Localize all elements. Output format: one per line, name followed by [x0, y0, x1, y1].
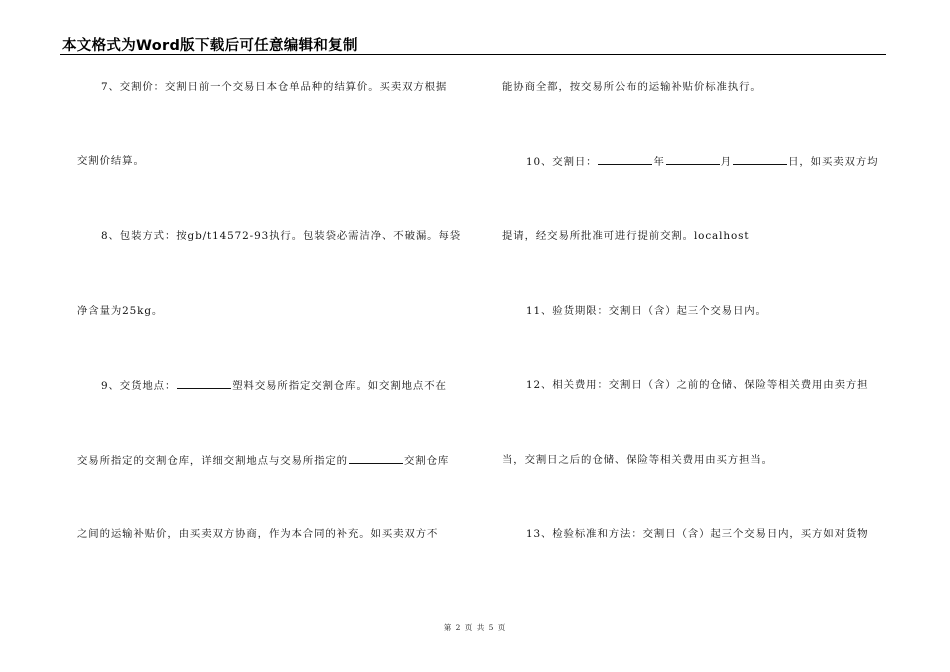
day-blank — [733, 154, 787, 165]
page-number: 第 2 页 共 5 页 — [443, 623, 507, 632]
year-label: 年 — [653, 156, 665, 168]
clause-9-line-1 — [101, 378, 447, 393]
clause-13-line-1: 13、检验标准和方法：交割日（含）起三个交易日内，买方如对货物 — [526, 528, 869, 540]
clause-9-line-2 — [77, 453, 449, 468]
clause-9-text-3: 交割仓库 — [403, 455, 450, 467]
clause-9-label: 9、交货地点： — [101, 380, 177, 392]
clause-11-line: 11、验货期限：交割日（含）起三个交易日内。 — [526, 305, 767, 317]
month-blank — [666, 154, 720, 165]
delivery-location-blank — [177, 378, 231, 389]
clause-10-line-2: 提请，经交易所批准可进行提前交割。localhost — [502, 230, 750, 242]
clause-10-text: 日，如买卖双方均 — [788, 156, 879, 168]
clause-7-line-1: 7、交割价：交割日前一个交易日本仓单品种的结算价。买卖双方根据 — [101, 81, 448, 93]
clause-9-continuation: 能协商全都，按交易所公布的运输补贴价标准执行。 — [502, 81, 762, 93]
clause-12-line-2: 当，交割日之后的仓储、保险等相关费用由买方担当。 — [502, 454, 773, 466]
clause-7-line-2: 交割价结算。 — [77, 155, 145, 167]
clause-8-line-2 — [77, 304, 163, 318]
month-label: 月 — [720, 156, 733, 168]
warehouse-blank — [349, 453, 403, 464]
clause-9-text-2: 交易所指定的交割仓库，详细交割地点与交易所指定的 — [77, 455, 348, 467]
clause-9-text: 塑料交易所指定交割仓库。如交割地点不在 — [232, 380, 447, 392]
clause-10-line-1 — [526, 154, 878, 169]
clause-8-line-1: 8、包装方式：按gb/t14572-93执行。包装袋必需洁净、不破漏。每袋 — [101, 230, 462, 242]
clause-10-label: 10、交割日： — [526, 156, 598, 168]
clause-12-line-1: 12、相关费用：交割日（含）之前的仓储、保险等相关费用由卖方担 — [526, 379, 869, 391]
clause-8-text: 净含量为25kg。 — [77, 305, 164, 317]
header-title: 本文格式为Word版下载后可任意编辑和复制 — [62, 38, 358, 54]
clause-9-line-3: 之间的运输补贴价，由买卖双方协商，作为本合同的补充。如买卖双方不 — [77, 528, 439, 540]
year-blank — [598, 154, 652, 165]
header-divider — [60, 54, 886, 55]
